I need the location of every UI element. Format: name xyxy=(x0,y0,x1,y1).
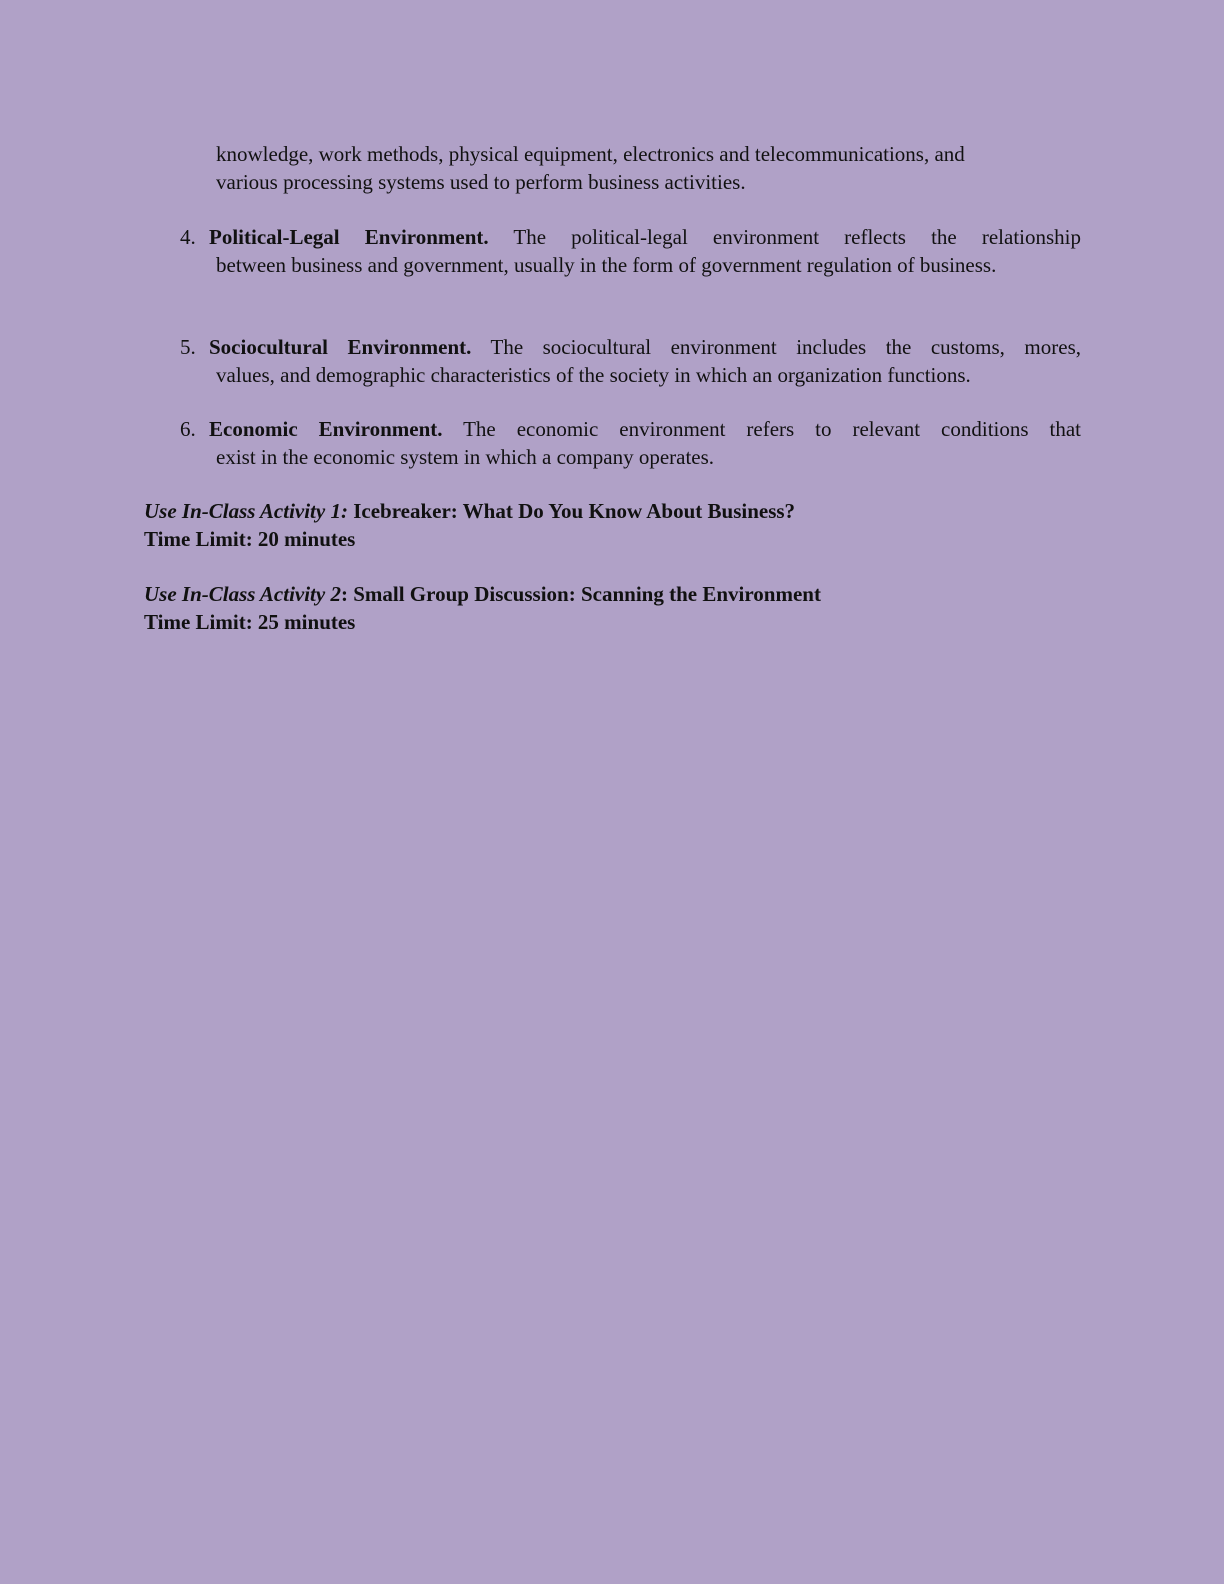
list-number: 6. xyxy=(180,417,196,441)
activity-heading xyxy=(144,581,821,609)
list-number: 4. xyxy=(180,225,196,249)
list-number: 5. xyxy=(180,335,196,359)
continued-paragraph xyxy=(216,141,1086,196)
list-term: Sociocultural Environment. xyxy=(209,335,472,359)
list-first-line-text: The economic environment refers to relevant conditions that xyxy=(442,417,1081,441)
activity-label: Use In-Class Activity 1: xyxy=(144,499,348,523)
activity-1 xyxy=(144,498,795,553)
list-continuation-text: between business and government, usually in the form of government regulation of business. xyxy=(216,252,997,277)
continued-line-1: knowledge, work methods, physical equipment, electronics and telecommunications, and xyxy=(216,142,965,166)
activity-label: Use In-Class Activity 2 xyxy=(144,582,341,606)
list-continuation-text: exist in the economic system in which a company operates. xyxy=(216,444,715,469)
activity-title: Icebreaker: What Do You Know About Business? xyxy=(347,499,796,523)
list-item-economic xyxy=(180,416,1081,471)
activity-2 xyxy=(144,581,821,636)
activity-time-limit: Time Limit: 20 minutes xyxy=(144,526,356,551)
activity-title: : Small Group Discussion: Scanning the Environment xyxy=(340,582,821,606)
list-item-political-legal xyxy=(180,224,1081,279)
continued-line-2: various processing systems used to perform business activities. xyxy=(216,169,746,194)
list-term: Political-Legal Environment. xyxy=(209,225,489,249)
activity-heading xyxy=(144,498,795,526)
list-continuation-text: values, and demographic characteristics of the society in which an organization functions. xyxy=(216,362,971,387)
list-term: Economic Environment. xyxy=(209,417,443,441)
list-item-sociocultural xyxy=(180,334,1081,389)
list-first-line-text: The sociocultural environment includes the customs, mores, xyxy=(471,335,1082,359)
activity-time-limit: Time Limit: 25 minutes xyxy=(144,609,356,634)
list-first-line-text: The political-legal environment reflects the relationship xyxy=(488,225,1081,249)
